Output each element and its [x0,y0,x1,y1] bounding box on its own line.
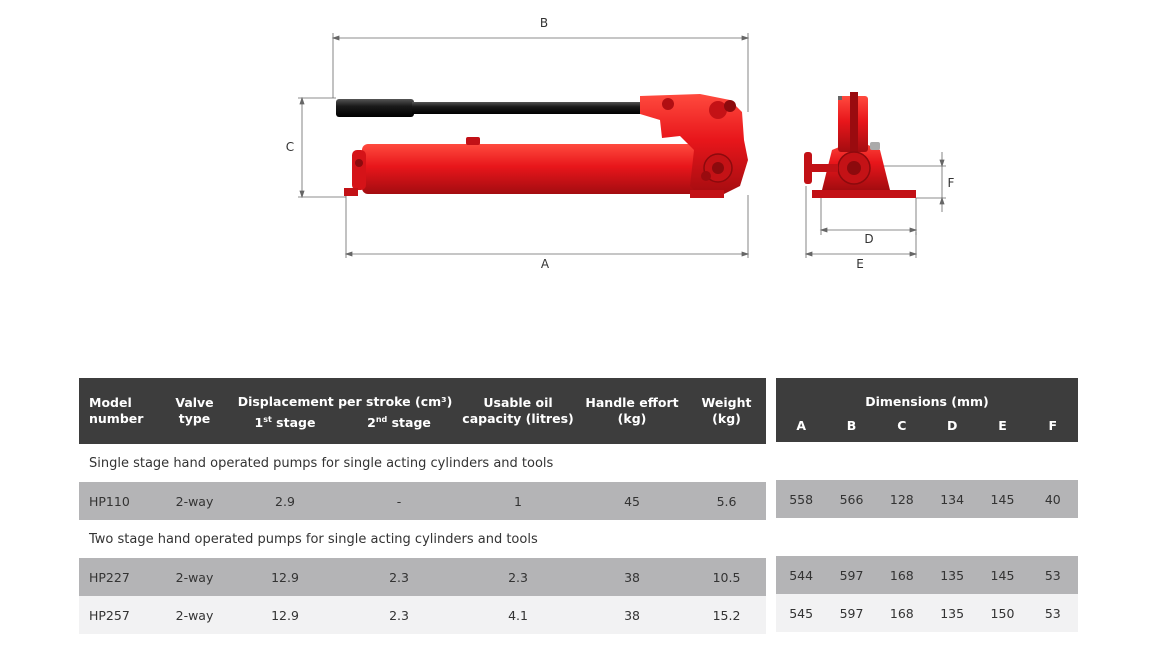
cell-dim-e: 150 [977,594,1027,632]
table-row [776,480,1078,518]
col-valve-type: Valve type [158,378,231,444]
cell-oil: 1 [459,482,577,520]
dim-columns-row [776,410,1078,442]
dimension-a [346,195,748,258]
table-row [776,594,1078,632]
cell-dim-a: 558 [776,480,826,518]
cell-effort: 38 [577,596,687,634]
col-stage1 [231,410,339,444]
cell-dim-f: 40 [1028,480,1078,518]
col-dim-b: B [826,410,876,442]
stage1-sup: st [263,415,272,424]
category-row-single-stage [79,444,766,482]
table-row [79,482,766,520]
cell-stage2: 2.3 [339,596,459,634]
cell-dim-d: 134 [927,480,977,518]
col-dim-a: A [776,410,826,442]
category-row-two-stage [79,520,766,558]
col-dim-d: D [927,410,977,442]
cell-dim-e: 145 [977,556,1027,594]
spec-table [79,378,766,634]
cell-valve: 2-way [158,596,231,634]
cell-weight: 5.6 [687,482,766,520]
cell-valve: 2-way [158,558,231,596]
stage2-num: 2 [367,415,376,431]
cell-dim-b: 597 [826,556,876,594]
col-stage2 [339,410,459,444]
stage1-text: stage [271,415,316,431]
col-dim-f: F [1028,410,1078,442]
table-row [79,596,766,634]
cell-weight: 15.2 [687,596,766,634]
cell-model: HP227 [79,558,158,596]
col-model-number: Model number [79,378,158,444]
cell-oil: 4.1 [459,596,577,634]
cell-dim-c: 168 [877,556,927,594]
pump-drawing [0,0,1158,300]
cell-stage2: 2.3 [339,558,459,596]
dim-label-c: C [285,140,295,154]
cell-oil: 2.3 [459,558,577,596]
cell-model: HP110 [79,482,158,520]
dim-label-e: E [856,257,864,271]
cell-dim-a: 544 [776,556,826,594]
pump-side-view [336,94,748,198]
stage1-num: 1 [254,415,264,431]
cell-model: HP257 [79,596,158,634]
dim-label-a: A [540,257,550,271]
dim-spacer-row [776,518,1078,556]
stage2-sup: nd [375,415,388,424]
cell-dim-a: 545 [776,594,826,632]
col-weight: Weight (kg) [687,378,766,444]
cell-effort: 45 [577,482,687,520]
cell-dim-d: 135 [927,594,977,632]
stage2-text: stage [387,415,431,431]
cell-stage1: 2.9 [231,482,339,520]
spec-header-row [79,378,766,410]
table-row [79,558,766,596]
cell-stage2: - [339,482,459,520]
cell-effort: 38 [577,558,687,596]
dim-label-f: F [947,176,955,190]
dim-label-b: B [539,16,549,30]
dim-spacer-row [776,442,1078,480]
dimension-d [821,198,916,235]
cell-dim-c: 128 [877,480,927,518]
col-handle-effort: Handle effort (kg) [577,378,687,444]
col-usable-oil: Usable oil capacity (litres) [459,378,577,444]
dimension-f [880,152,946,212]
cell-dim-f: 53 [1028,556,1078,594]
dim-label-d: D [864,232,874,246]
cell-dim-c: 168 [877,594,927,632]
pump-front-view [804,92,916,198]
col-dim-c: C [877,410,927,442]
col-dim-e: E [977,410,1027,442]
cell-stage1: 12.9 [231,596,339,634]
cell-dim-b: 566 [826,480,876,518]
cell-dim-e: 145 [977,480,1027,518]
cell-valve: 2-way [158,482,231,520]
cell-dim-b: 597 [826,594,876,632]
category-label: Single stage hand operated pumps for single acting cylinders and tools [79,444,766,482]
cell-stage1: 12.9 [231,558,339,596]
table-row [776,556,1078,594]
cell-dim-f: 53 [1028,594,1078,632]
dim-title: Dimensions (mm) [776,378,1078,410]
dim-header-row [776,378,1078,410]
dimensions-table [776,378,1078,632]
col-displacement: Displacement per stroke (cm³) [231,378,459,410]
category-label: Two stage hand operated pumps for single acting cylinders and tools [79,520,766,558]
cell-weight: 10.5 [687,558,766,596]
cell-dim-d: 135 [927,556,977,594]
